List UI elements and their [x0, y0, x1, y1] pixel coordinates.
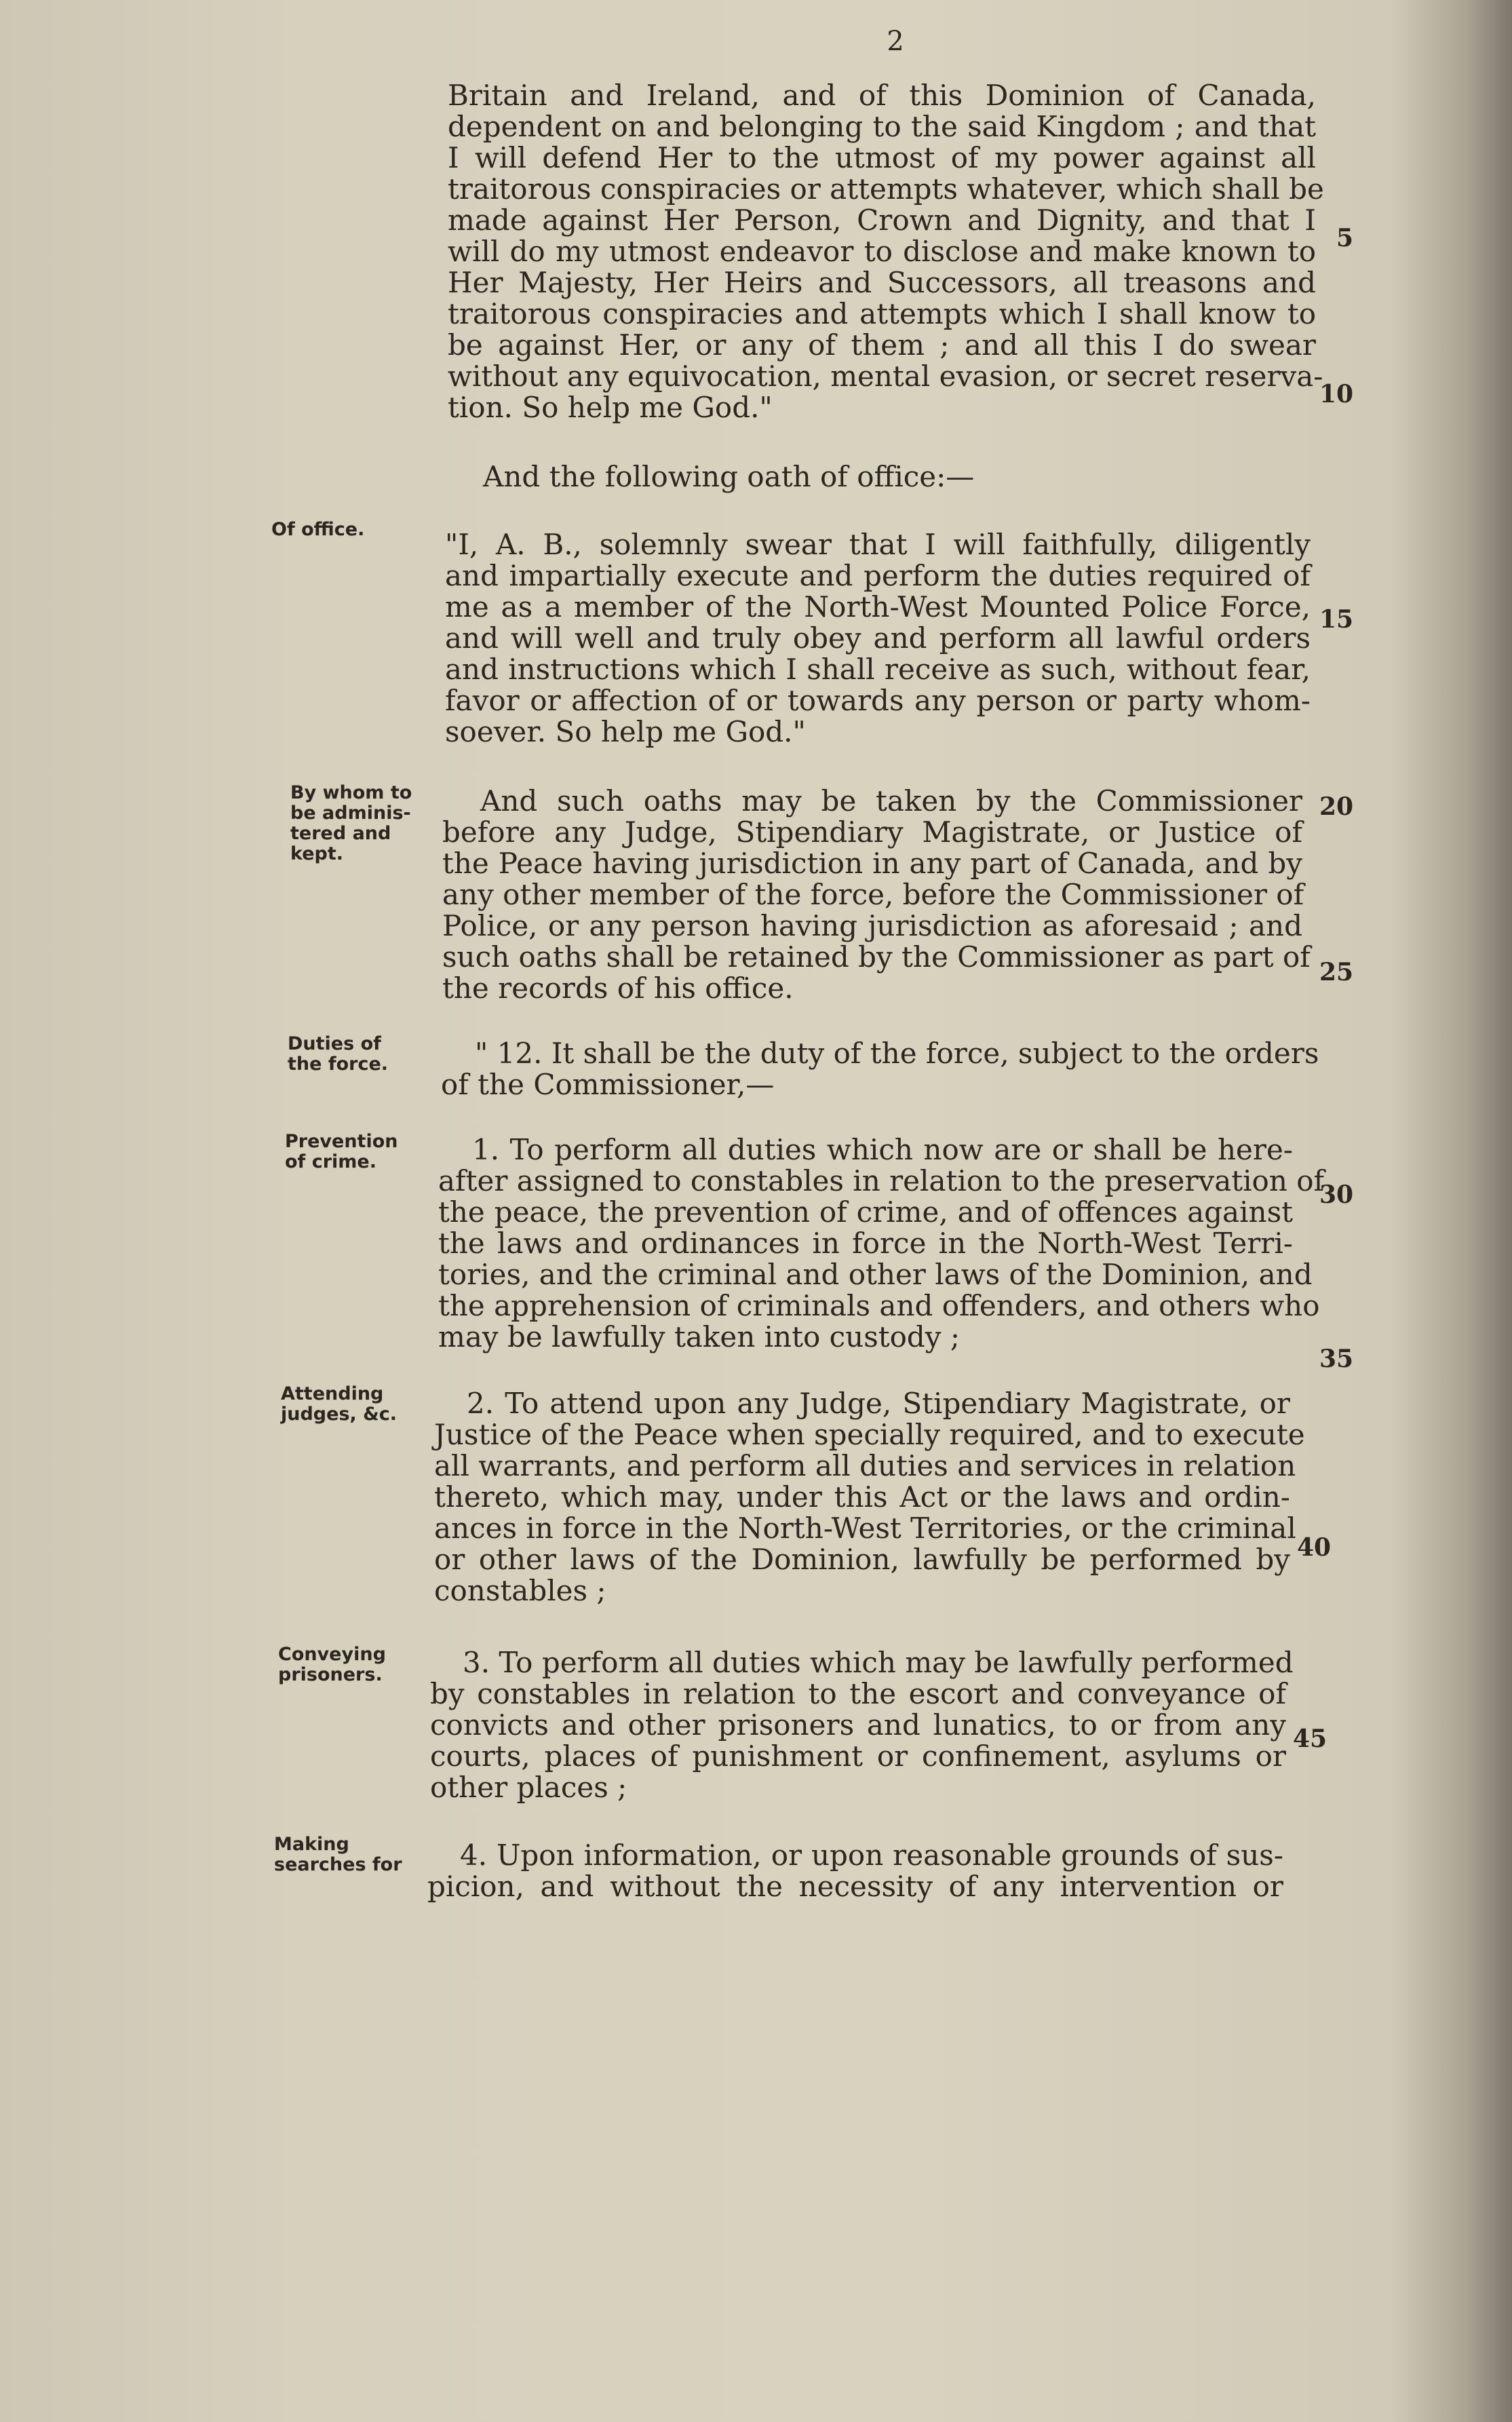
line-number: 45 [1293, 1725, 1327, 1753]
text-line: may be lawfully taken into custody ; [438, 1320, 961, 1353]
item-3-paragraph [430, 1646, 1294, 1804]
text-line: the peace, the prevention of crime, and of offences against [438, 1195, 1293, 1229]
line-number: 5 [1336, 224, 1354, 252]
text-line: Britain and Ireland, and of this Dominion of Canada, [448, 79, 1316, 112]
text-line: and impartially execute and perform the duties required of [445, 559, 1311, 592]
section-12-paragraph [441, 1037, 1319, 1101]
text-line: be against Her, or any of them ; and all this I do swear [448, 328, 1316, 362]
text-line: Justice of the Peace when specially required, and to execute [434, 1418, 1305, 1451]
text-line: me as a member of the North-West Mounted Police Force, [445, 590, 1311, 623]
text-line: Her Majesty, Her Heirs and Successors, all treasons and [448, 266, 1316, 299]
text-line: tories, and the criminal and other laws of the Dominion, and [438, 1258, 1313, 1291]
text-line: any other member of the force, before the Commissioner of [442, 878, 1304, 911]
side-note-conveying: Conveying prisoners. [278, 1644, 386, 1685]
text-line: I will defend Her to the utmost of my power against all [448, 141, 1316, 174]
text-line: the apprehension of criminals and offenders, and others who [438, 1289, 1320, 1322]
text-line: constables ; [434, 1574, 606, 1607]
text-line: ances in force in the North-West Territories, or the criminal [434, 1512, 1296, 1545]
text-line: such oaths shall be retained by the Commissioner as part of [442, 940, 1311, 974]
text-line: And such oaths may be taken by the Commissioner [480, 784, 1302, 818]
text-line: favor or affection of or towards any person or party whom- [445, 684, 1311, 717]
item-1-paragraph [438, 1133, 1325, 1353]
text-line: And the following oath of office:— [483, 460, 975, 493]
text-line: or other laws of the Dominion, lawfully be performed by [434, 1543, 1290, 1576]
side-note-prevention: Prevention of crime. [285, 1131, 398, 1172]
text-line: the laws and ordinances in force in the North-West Terri- [438, 1227, 1293, 1260]
line-number: 40 [1297, 1533, 1332, 1562]
text-line: tion. So help me God." [448, 391, 773, 424]
side-note-of-office: Of office. [271, 519, 365, 540]
side-note-searches: Making searches for [274, 1834, 402, 1875]
oath-administration-paragraph [442, 784, 1311, 1005]
text-line: Police, or any person having jurisdiction as aforesaid ; and [442, 909, 1302, 942]
item-2-paragraph [434, 1387, 1305, 1607]
line-number: 20 [1319, 792, 1354, 821]
side-note-duties: Duties of the force. [288, 1033, 389, 1075]
page-number: 2 [887, 26, 904, 57]
text-line: convicts and other prisoners and lunatics, to or from any [430, 1708, 1286, 1742]
oath-office-intro [483, 461, 1316, 493]
text-line: after assigned to constables in relation to the preservation of [438, 1164, 1325, 1197]
text-line: dependent on and belonging to the said Kingdom ; and that [448, 110, 1316, 143]
text-line: without any equivocation, mental evasion, or secret reserva- [448, 360, 1323, 393]
line-number: 10 [1319, 380, 1354, 408]
text-line: courts, places of punishment or confinement, asylums or [430, 1739, 1286, 1773]
text-line: before any Judge, Stipendiary Magistrate, or Justice of [442, 815, 1302, 849]
text-line: " 12. It shall be the duty of the force, subject to the orders [475, 1037, 1319, 1070]
side-note-attending: Attending judges, &c. [281, 1383, 397, 1425]
text-line: thereto, which may, under this Act or the laws and ordin- [434, 1480, 1290, 1514]
text-line: the Peace having jurisdiction in any part of Canada, and by [442, 847, 1302, 880]
line-number: 15 [1319, 605, 1354, 634]
text-line: all warrants, and perform all duties and services in relation [434, 1449, 1296, 1482]
text-line: other places ; [430, 1771, 627, 1804]
text-line: by constables in relation to the escort and conveyance of [430, 1677, 1286, 1710]
text-line: 4. Upon information, or upon reasonable grounds of sus- [460, 1839, 1283, 1872]
text-line: picion, and without the necessity of any intervention or [427, 1870, 1283, 1903]
text-line: traitorous conspiracies and attempts which I shall know to [448, 297, 1316, 330]
line-number: 25 [1319, 958, 1354, 986]
text-line: 2. To attend upon any Judge, Stipendiary Magistrate, or [467, 1387, 1290, 1420]
text-line: made against Her Person, Crown and Dignity, and that I [448, 204, 1316, 237]
text-line: will do my utmost endeavor to disclose and make known to [448, 235, 1316, 268]
text-line: "I, A. B., solemnly swear that I will faithfully, diligently [445, 528, 1311, 561]
line-number: 35 [1319, 1345, 1354, 1373]
item-4-paragraph [427, 1840, 1283, 1902]
text-line: and instructions which I shall receive as such, without fear, [445, 653, 1311, 686]
line-number: 30 [1319, 1180, 1354, 1209]
text-line: 1. To perform all duties which now are or shall be here- [472, 1133, 1293, 1166]
oath-office-paragraph [445, 529, 1311, 748]
text-line: soever. So help me God." [445, 715, 806, 748]
text-line: 3. To perform all duties which may be lawfully performed [463, 1646, 1294, 1679]
oath-allegiance-paragraph [448, 79, 1324, 424]
text-line: the records of his office. [442, 972, 794, 1005]
text-line: and will well and truly obey and perform all lawful orders [445, 621, 1311, 655]
text-line: traitorous conspiracies or attempts whatever, which shall be [448, 172, 1324, 206]
text-line: of the Commissioner,— [441, 1068, 775, 1101]
side-note-by-whom: By whom to be adminis- tered and kept. [290, 782, 412, 864]
